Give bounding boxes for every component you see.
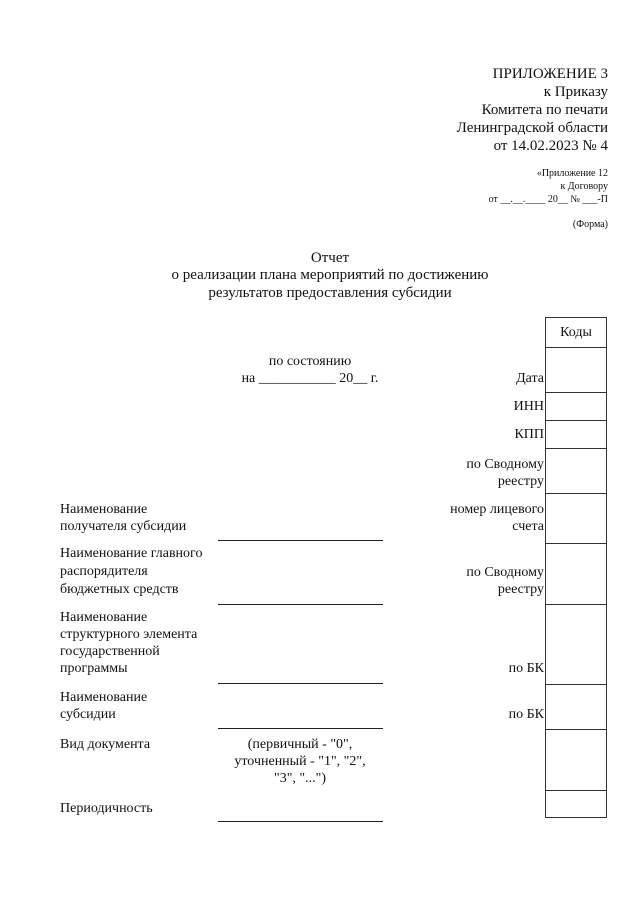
codes-divider	[546, 448, 606, 494]
recipient-label: получателя субсидии	[60, 519, 187, 534]
program-value-line	[218, 683, 383, 684]
account-label: номер лицевого	[450, 502, 544, 517]
contract-ref-line: к Договору	[560, 181, 608, 192]
codes-divider	[546, 684, 606, 730]
registry-label: по Сводному	[466, 565, 544, 580]
registry-label: по Сводному	[466, 457, 544, 472]
codes-divider	[546, 420, 606, 449]
bk-label: по БК	[508, 661, 544, 676]
appendix-line: от 14.02.2023 № 4	[493, 138, 608, 154]
contract-ref-line: «Приложение 12	[536, 168, 608, 179]
program-label: программы	[60, 661, 128, 676]
manager-label: бюджетных средств	[60, 582, 179, 597]
codes-divider	[546, 493, 606, 544]
form-label: (Форма)	[572, 219, 608, 230]
inn-label: ИНН	[513, 399, 544, 414]
appendix-line: Ленинградской области	[456, 120, 608, 136]
periodicity-value-line	[218, 821, 383, 822]
appendix-title: ПРИЛОЖЕНИЕ 3	[492, 66, 608, 82]
account-label: счета	[512, 519, 544, 534]
registry-label: реестру	[497, 582, 544, 597]
codes-divider	[546, 729, 606, 791]
as-of-date: на ___________ 20__ г.	[241, 371, 379, 386]
manager-value-line	[218, 604, 383, 605]
program-label: Наименование	[60, 610, 148, 625]
contract-ref-line: от __.__.____ 20__ № ___-П	[488, 194, 608, 205]
doc-type-note: уточненный - "1", "2",	[234, 754, 366, 769]
report-subtitle: о реализации плана мероприятий по достижению	[171, 267, 489, 283]
report-title: Отчет	[310, 250, 350, 266]
doc-type-note: (первичный - "0",	[247, 737, 353, 752]
report-subtitle: результатов предоставления субсидии	[208, 285, 452, 301]
appendix-line: к Приказу	[543, 84, 608, 100]
manager-label: Наименование главного	[60, 546, 203, 561]
codes-divider	[546, 392, 606, 421]
program-label: государственной	[60, 644, 160, 659]
appendix-line: Комитета по печати	[481, 102, 608, 118]
bk-label: по БК	[508, 707, 544, 722]
recipient-label: Наименование	[60, 502, 148, 517]
codes-divider	[546, 318, 606, 348]
codes-header: Коды	[560, 325, 592, 340]
subsidy-label: субсидии	[60, 707, 116, 722]
recipient-value-line	[218, 540, 383, 541]
registry-label: реестру	[497, 474, 544, 489]
subsidy-label: Наименование	[60, 690, 148, 705]
codes-divider	[546, 604, 606, 685]
codes-divider	[546, 543, 606, 605]
as-of-label: по состоянию	[268, 354, 352, 369]
doc-type-label: Вид документа	[60, 737, 151, 752]
subsidy-value-line	[218, 728, 383, 729]
codes-table	[545, 317, 607, 818]
codes-divider	[546, 347, 606, 393]
doc-type-note: "3", "...")	[273, 771, 327, 786]
periodicity-label: Периодичность	[60, 801, 153, 816]
kpp-label: КПП	[514, 427, 544, 442]
program-label: структурного элемента	[60, 627, 198, 642]
date-label: Дата	[516, 371, 544, 386]
manager-label: распорядителя	[60, 564, 148, 579]
